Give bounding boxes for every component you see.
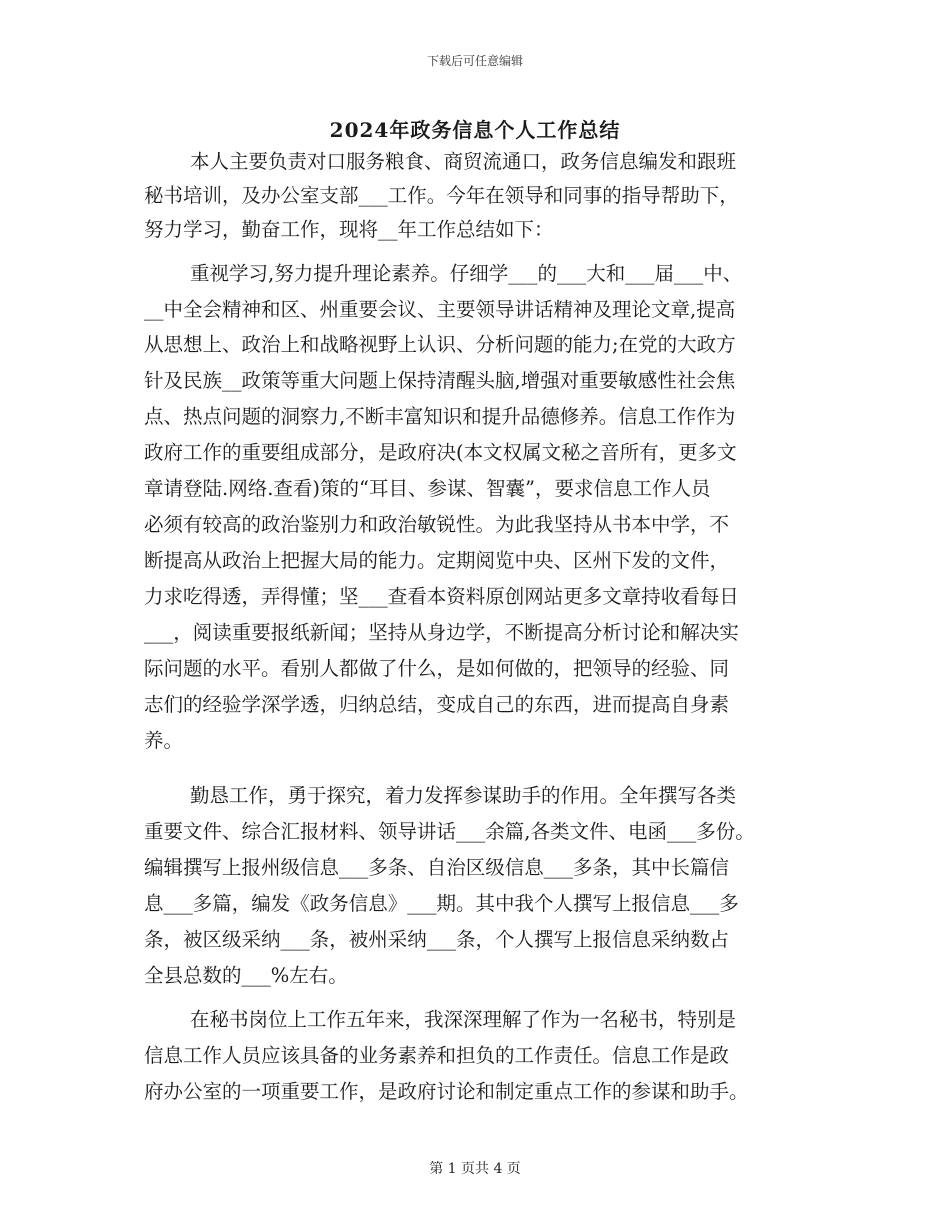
- body-line: 从思想上、政治上和战略视野上认识、分析问题的能力;在党的大政方: [144, 333, 736, 356]
- body-line: 养。: [144, 729, 184, 752]
- document-title: 2024年政务信息个人工作总结: [329, 118, 621, 142]
- body-line: 秘书培训，及办公室支部___工作。今年在领导和同事的指导帮助下，: [144, 184, 739, 207]
- body-line: ___，阅读重要报纸新闻；坚持从身边学，不断提高分析讨论和解决实: [144, 621, 739, 644]
- paragraph-first-line: 在秘书岗位上工作五年来，我深深理解了作为一名秘书，特别是: [190, 1008, 737, 1031]
- page-header-note: 下载后可任意编辑: [426, 54, 523, 68]
- paragraph-first-line: 本人主要负责对口服务粮食、商贸流通口，政务信息编发和跟班: [190, 150, 737, 173]
- paragraph-first-line: 勤恳工作，勇于探究，着力发挥参谋助手的作用。全年撰写各类: [190, 784, 737, 807]
- page-footer-number: 第 1 页共 4 页: [429, 1161, 521, 1177]
- body-line: 断提高从政治上把握大局的能力。定期阅览中央、区州下发的文件，: [144, 549, 730, 572]
- body-line: 信息工作人员应该具备的业务素养和担负的工作责任。信息工作是政: [144, 1044, 730, 1067]
- body-line: 息___多篇，编发《政务信息》___期。其中我个人撰写上报信息___多: [144, 892, 739, 915]
- body-line: 条，被区级采纳___条，被州采纳___条，个人撰写上报信息采纳数占: [144, 928, 730, 951]
- body-line: 际问题的水平。看别人都做了什么，是如何做的，把领导的经验、同: [144, 657, 730, 680]
- body-line: 努力学习，勤奋工作，现将__年工作总结如下：: [144, 218, 554, 241]
- body-line: 志们的经验学深学透，归纳总结，变成自己的东西，进而提高自身素: [144, 693, 730, 716]
- body-line: __中全会精神和区、州重要会议、主要领导讲话精神及理论文章,提高: [144, 298, 736, 321]
- body-line: 全县总数的___%左右。: [144, 964, 348, 987]
- body-line: 点、热点问题的洞察力,不断丰富知识和提升品德修养。信息工作作为: [144, 405, 736, 428]
- body-line: 编辑撰写上报州级信息___多条、自治区级信息___多条，其中长篇信: [144, 856, 730, 879]
- body-line: 府办公室的一项重要工作，是政府讨论和制定重点工作的参谋和助手。: [144, 1080, 749, 1103]
- body-line: 章请登陆.网络.查看)策的“耳目、参谋、智囊”，要求信息工作人员: [144, 477, 711, 500]
- body-line: 必须有较高的政治鉴别力和政治敏锐性。为此我坚持从书本中学，不: [144, 513, 730, 536]
- body-line: 重要文件、综合汇报材料、领导讲话___余篇,各类文件、电函___多份。: [144, 820, 755, 843]
- body-line: 力求吃得透，弄得懂；坚___查看本资料原创网站更多文章持收看每日: [144, 585, 739, 608]
- paragraph-first-line: 重视学习,努力提升理论素养。仔细学___的___大和___届___中、: [190, 262, 743, 285]
- body-line: 政府工作的重要组成部分，是政府决(本文权属文秘之音所有，更多文: [144, 441, 737, 464]
- body-line: 针及民族__政策等重大问题上保持清醒头脑,增强对重要敏感性社会焦: [144, 369, 736, 392]
